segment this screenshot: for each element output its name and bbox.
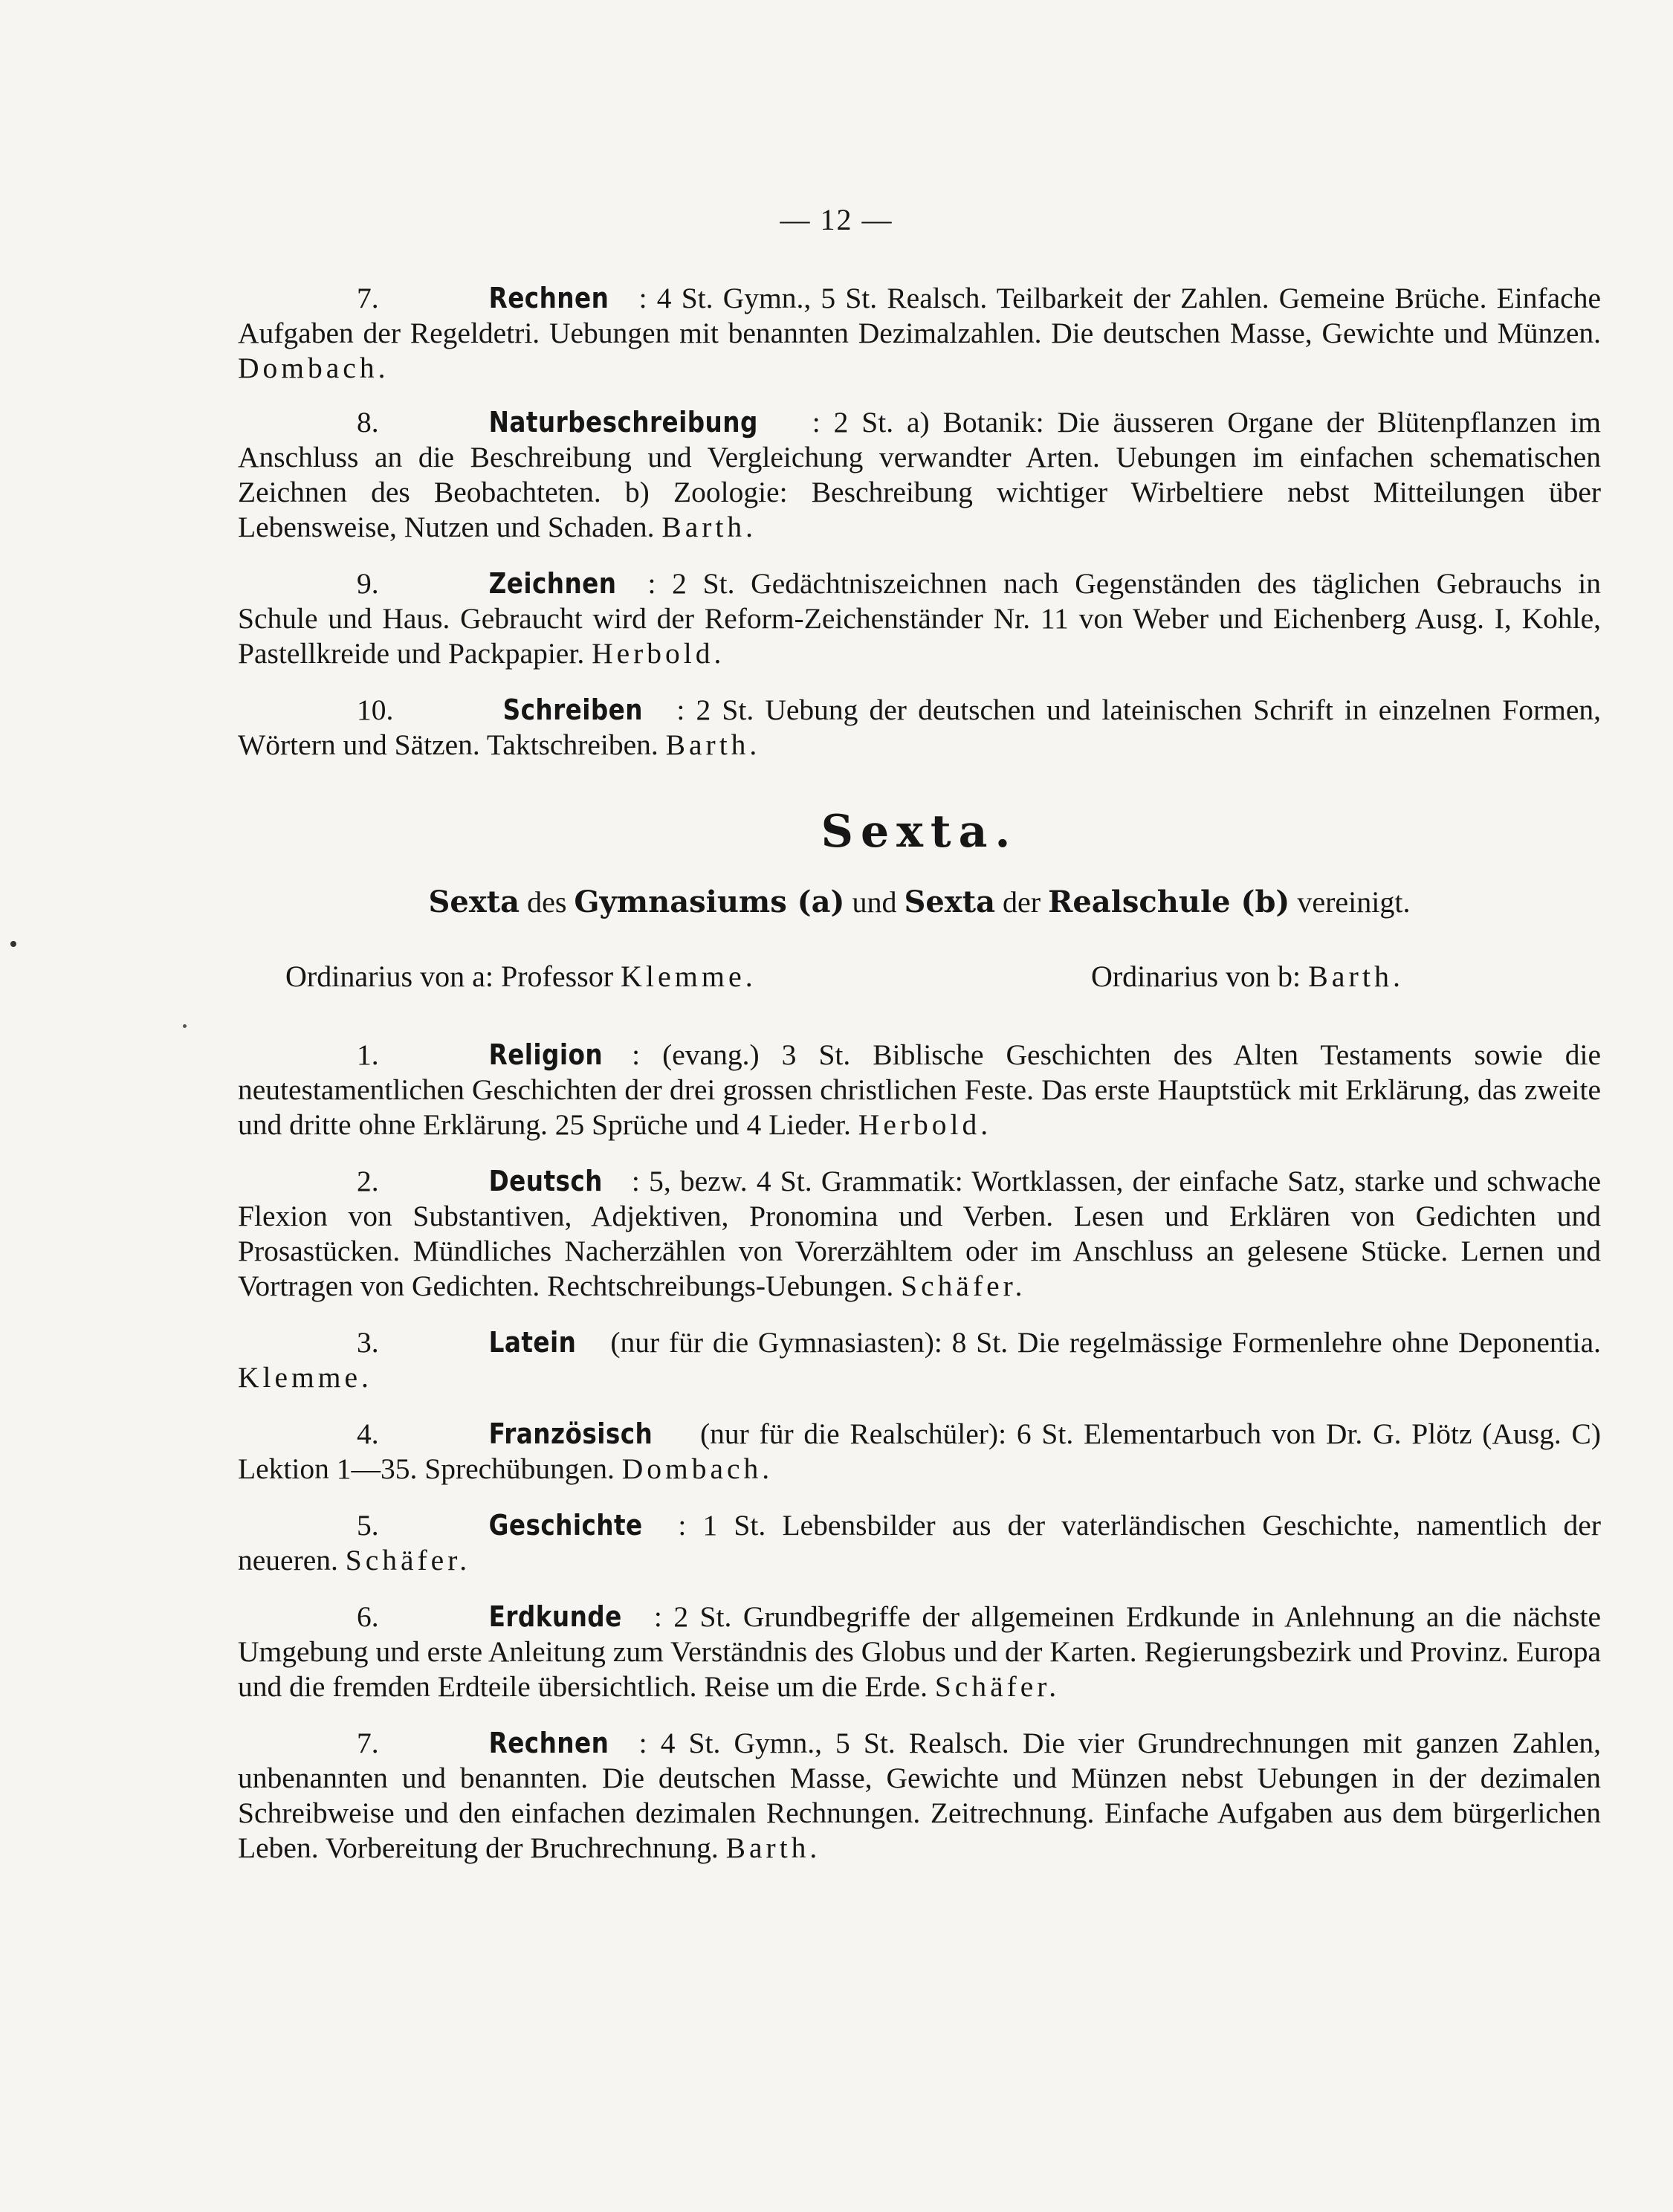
teacher-name: Barth.	[665, 728, 761, 761]
ordinarius-line	[238, 959, 1601, 995]
subject-heading: Rechnen	[488, 1727, 609, 1759]
teacher-name: Schäfer.	[345, 1544, 471, 1576]
paragraph-rechnen-quinta: 7. Rechnen : 4 St. Gymn., 5 St. Realsch. Teilbarkeit der Zahlen. Gemeine Brüche. Einfache Aufgaben der Regeldetri. Uebungen mit benannten Dezimalzahlen. Die deutschen Masse, Gewichte und Münzen. Dombach.	[238, 282, 1601, 384]
section-subtitle: Sexta des Gymnasiums (a) und Sexta der Realschule (b) vereinigt.	[428, 885, 1411, 919]
subject-heading: Zeichnen	[488, 567, 617, 600]
subject-heading: Naturbeschreibung	[488, 406, 758, 439]
subject-heading: Latein	[488, 1326, 576, 1359]
subject-heading: Rechnen	[488, 282, 609, 314]
teacher-name: Klemme.	[238, 1361, 372, 1394]
paragraph-geschichte: 5. Geschichte : 1 St. Lebensbilder aus der vaterländischen Geschichte, namentlich der neueren. Schäfer.	[238, 1509, 1601, 1576]
teacher-name: Dombach.	[621, 1452, 774, 1485]
paragraph-naturbeschreibung: 8. Naturbeschreibung : 2 St. a) Botanik: Die äusseren Organe der Blütenpflanzen im Anschluss an die Beschreibung und Vergleichung verwandter Arten. Uebungen im einfachen schematischen Zeichnen des Beobachteten. b) Zoologie: Beschreibung wichtiger Wirbeltiere nebst Mitteilungen über Lebensweise, Nutzen und Schaden. Barth.	[238, 406, 1601, 543]
paragraph-deutsch: 2. Deutsch : 5, bezw. 4 St. Grammatik: Wortklassen, der einfache Satz, starke und schwache Flexion von Substantiven, Adjektiven, Pronomina und Verben. Lesen und Erklären von Gedichten und Prosastücken. Mündliches Nacherzählen von Vorerzähltem oder im Anschluss an gelesene Stücke. Lernen und Vortragen von Gedichten. Rechtschreibungs-Uebungen. Schäfer.	[238, 1165, 1601, 1302]
subject-heading: Geschichte	[488, 1509, 643, 1542]
page-number: — 12 —	[780, 203, 893, 236]
subject-heading: Französisch	[488, 1417, 653, 1450]
paragraph-schreiben: 10. Schreiben : 2 St. Uebung der deutschen und lateinischen Schrift in einzelnen Formen, Wörtern und Sätzen. Taktschreiben. Barth.	[238, 693, 1601, 761]
paragraph-erdkunde: 6. Erdkunde : 2 St. Grundbegriffe der allgemeinen Erdkunde in Anlehnung an die nächste Umgebung und erste Anleitung zum Verständnis des Globus und der Karten. Regierungsbezirk und Provinz. Europa und die fremden Erdteile übersichtlich. Reise um die Erde. Schäfer.	[238, 1600, 1601, 1703]
subject-heading: Erdkunde	[488, 1600, 622, 1633]
teacher-name: Herbold.	[592, 637, 725, 670]
teacher-name: Schäfer.	[901, 1270, 1026, 1302]
paragraph-religion: 1. Religion : (evang.) 3 St. Biblische Geschichten des Alten Testaments sowie die neutestamentlichen Geschichten der drei grossen christlichen Feste. Das erste Hauptstück mit Erklärung, das zweite und dritte ohne Erklärung. 25 Sprüche und 4 Lieder. Herbold.	[238, 1038, 1601, 1141]
subject-heading: Schreiben	[502, 693, 644, 726]
paragraph-rechnen-sexta: 7. Rechnen : 4 St. Gymn., 5 St. Realsch. Die vier Grundrechnungen mit ganzen Zahlen, unbenannten und benannten. Die deutschen Masse, Gewichte und Münzen nebst Uebungen in der dezimalen Schreibweise und den einfachen dezimalen Rechnungen. Zeitrechnung. Einfache Aufgaben aus dem bürgerlichen Leben. Vorbereitung der Bruchrechnung. Barth.	[238, 1727, 1601, 1864]
paragraph-latein: 3. Latein (nur für die Gymnasiasten): 8 St. Die regelmässige Formenlehre ohne Deponentia. Klemme.	[238, 1326, 1601, 1394]
page-body	[238, 281, 1601, 1887]
teacher-name: Schäfer.	[934, 1670, 1061, 1703]
teacher-name: Barth.	[725, 1831, 821, 1864]
subject-heading: Deutsch	[488, 1165, 603, 1197]
teacher-name: Herbold.	[858, 1108, 992, 1141]
ordinarius-b: Ordinarius von b: Barth.	[1090, 960, 1404, 993]
ordinarius-a: Ordinarius von a: Professor Klemme.	[285, 960, 757, 993]
margin-mark	[10, 941, 16, 947]
section-title: Sexta.	[821, 806, 1018, 858]
subject-heading: Religion	[488, 1038, 603, 1071]
paragraph-zeichnen: 9. Zeichnen : 2 St. Gedächtniszeichnen nach Gegenständen des täglichen Gebrauchs in Schule und Haus. Gebraucht wird der Reform-Zeichenständer Nr. 11 von Weber und Eichenberg Ausg. I, Kohle, Pastellkreide und Packpapier. Herbold.	[238, 567, 1601, 670]
teacher-name: Barth.	[661, 511, 757, 543]
teacher-name: Dombach.	[238, 352, 389, 384]
margin-mark	[183, 1024, 187, 1028]
paragraph-franzoesisch: 4. Französisch (nur für die Realschüler): 6 St. Elementarbuch von Dr. G. Plötz (Ausg. C) Lektion 1—35. Sprechübungen. Dombach.	[238, 1417, 1601, 1485]
